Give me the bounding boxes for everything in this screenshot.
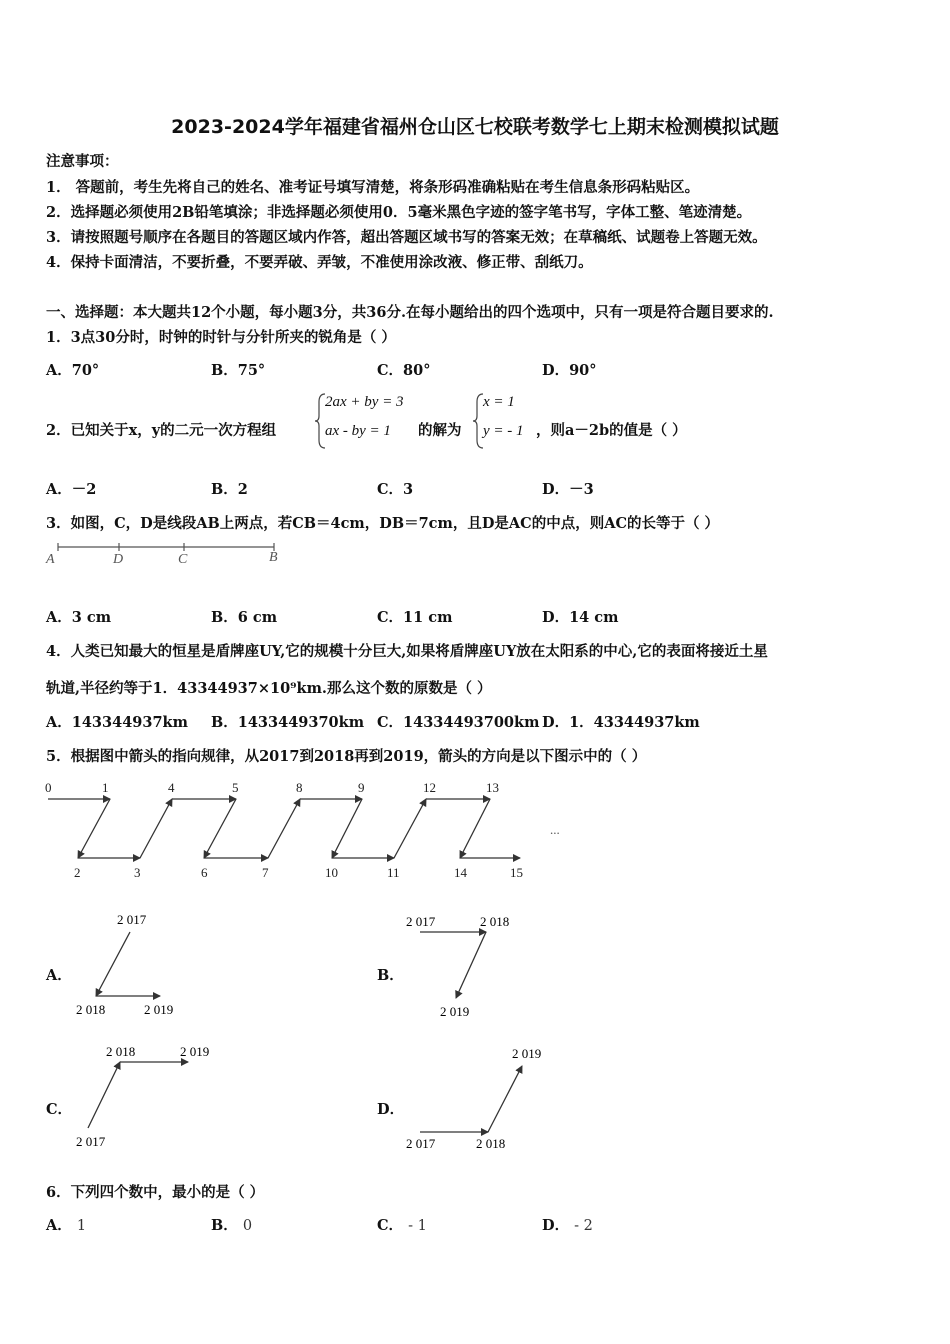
q5a-label-2018: 2 018 xyxy=(76,1002,106,1017)
q5c-label-2018: 2 018 xyxy=(106,1044,136,1059)
q5-top-number: 8 xyxy=(296,780,303,795)
q5-option-a-figure[interactable] xyxy=(70,908,200,1023)
q3-option-d[interactable]: D．14 cm xyxy=(542,609,619,626)
q6-stem: 6．下列四个数中，最小的是（ ） xyxy=(46,1184,265,1201)
q6-option-c-value: - 1 xyxy=(408,1218,427,1234)
q6-option-b-value: 0 xyxy=(242,1218,253,1234)
q2-equation-2: ax - by = 1 xyxy=(325,423,391,439)
q2-stem-b: 的解为 xyxy=(418,422,462,439)
q5-option-d[interactable]: D． xyxy=(377,1101,405,1118)
q4-option-c[interactable]: C．14334493700km xyxy=(377,714,540,731)
q2-stem-a: 2．已知关于x，y的二元一次方程组 xyxy=(46,422,277,439)
q6-option-c[interactable] xyxy=(377,1214,427,1235)
q2-stem-c: ，则a－2b的值是（ ） xyxy=(536,422,687,439)
q5-top-number: 5 xyxy=(232,780,239,795)
q6-option-d-value: - 2 xyxy=(574,1218,593,1234)
q2-solution-y: y = - 1 xyxy=(483,423,524,439)
q5b-label-2019: 2 019 xyxy=(440,1004,470,1019)
q1-option-a[interactable]: A．70° xyxy=(46,362,100,379)
q5-arrow-pattern-figure xyxy=(40,778,580,888)
q5-top-number: 1 xyxy=(102,780,109,795)
q3-stem: 3．如图，C，D是线段AB上两点，若CB＝4cm，DB＝7cm，且D是AC的中点，则AC的长等于（ ） xyxy=(46,515,720,532)
q3-label-d: D xyxy=(113,552,124,567)
q5-bottom-number: 6 xyxy=(201,865,208,880)
q5-bottom-number: 11 xyxy=(387,865,400,880)
q5-bottom-number: 2 xyxy=(74,865,81,880)
q5-bottom-number: 7 xyxy=(262,865,269,880)
page-title: 2023-2024学年福建省福州仓山区七校联考数学七上期末检测模拟试题 xyxy=(171,116,779,138)
q6-option-d[interactable] xyxy=(542,1214,593,1235)
q5d-label-2019: 2 019 xyxy=(512,1046,542,1061)
q2-option-a[interactable]: A．－2 xyxy=(46,481,97,498)
q5-option-b-figure[interactable] xyxy=(400,908,530,1023)
notes-header: 注意事项： xyxy=(46,153,119,170)
q5d-label-2018: 2 018 xyxy=(476,1136,506,1151)
q5a-label-2019: 2 019 xyxy=(144,1002,174,1017)
q3-option-a[interactable]: A．3 cm xyxy=(46,609,112,626)
note-item: 2．选择题必须使用2B铅笔填涂；非选择题必须使用0．5毫米黑色字迹的签字笔书写，字体工整、笔迹清楚。 xyxy=(46,204,752,221)
q4-option-b[interactable]: B．1433449370km xyxy=(211,714,365,731)
q5-bottom-number: 10 xyxy=(325,865,338,880)
q5-bottom-number: 3 xyxy=(134,865,141,880)
q1-stem: 1．3点30分时，时钟的时针与分针所夹的锐角是（ ） xyxy=(46,329,396,346)
q5-option-b[interactable]: B． xyxy=(377,967,404,984)
q6-option-b-letter: B． xyxy=(211,1217,238,1234)
q5-top-number: 12 xyxy=(423,780,436,795)
note-item: 1． 答题前，考生先将自己的姓名、准考证号填写清楚，将条形码准确粘贴在考生信息条形码粘贴区。 xyxy=(46,179,700,196)
q5-option-a[interactable]: A． xyxy=(46,967,72,984)
q2-solution-x: x = 1 xyxy=(483,394,515,410)
q3-segment-figure xyxy=(40,538,290,568)
q6-option-c-letter: C． xyxy=(377,1217,404,1234)
q5a-label-2017: 2 017 xyxy=(117,912,147,927)
q5-bottom-number: 15 xyxy=(510,865,523,880)
section-heading: 一、选择题：本大题共12个小题，每小题3分，共36分.在每小题给出的四个选项中，只有一项是符合题目要求的. xyxy=(46,304,774,321)
q5d-label-2017: 2 017 xyxy=(406,1136,436,1151)
q5-top-number: 0 xyxy=(45,780,52,795)
q4-option-d[interactable]: D．1．43344937km xyxy=(542,714,700,731)
q5-option-c[interactable]: C． xyxy=(46,1101,73,1118)
q5-top-number: 4 xyxy=(168,780,175,795)
q5-option-d-figure[interactable] xyxy=(400,1040,560,1155)
q2-option-d[interactable]: D．－3 xyxy=(542,481,594,498)
q1-option-b[interactable]: B．75° xyxy=(211,362,266,379)
q3-label-a: A xyxy=(46,552,55,567)
q6-option-a-letter: A． xyxy=(46,1217,72,1234)
q6-option-b[interactable] xyxy=(211,1214,252,1235)
q4-stem-line2: 轨道,半径约等于1．43344937×10⁹km.那么这个数的原数是（ ） xyxy=(46,680,492,697)
q5-option-c-figure[interactable] xyxy=(70,1040,230,1155)
q5-top-number: 9 xyxy=(358,780,365,795)
note-item: 4．保持卡面清洁，不要折叠，不要弄破、弄皱，不准使用涂改液、修正带、刮纸刀。 xyxy=(46,254,593,271)
note-item: 3．请按照题号顺序在各题目的答题区域内作答，超出答题区域书写的答案无效；在草稿纸、试题卷上答题无效。 xyxy=(46,229,767,246)
q3-option-b[interactable]: B．6 cm xyxy=(211,609,278,626)
q2-option-b[interactable]: B．2 xyxy=(211,481,248,498)
q1-option-d[interactable]: D．90° xyxy=(542,362,597,379)
q6-option-d-letter: D． xyxy=(542,1217,570,1234)
q2-equation-1: 2ax + by = 3 xyxy=(325,394,404,410)
q5-stem: 5．根据图中箭头的指向规律，从2017到2018再到2019，箭头的方向是以下图示中的（ ） xyxy=(46,748,647,765)
q5b-label-2018: 2 018 xyxy=(480,914,510,929)
q5-ellipsis: ... xyxy=(550,822,560,837)
q3-option-c[interactable]: C．11 cm xyxy=(377,609,453,626)
q3-label-c: C xyxy=(178,552,188,567)
q4-stem-line1: 4．人类已知最大的恒星是盾牌座UY,它的规模十分巨大,如果将盾牌座UY放在太阳系的中心,它的表面将接近土星 xyxy=(46,643,768,660)
q4-option-a[interactable]: A．143344937km xyxy=(46,714,188,731)
q6-option-a[interactable] xyxy=(46,1214,86,1235)
q1-option-c[interactable]: C．80° xyxy=(377,362,431,379)
q5c-label-2017: 2 017 xyxy=(76,1134,106,1149)
q5b-label-2017: 2 017 xyxy=(406,914,436,929)
q6-option-a-value: 1 xyxy=(76,1218,87,1234)
q3-label-b: B xyxy=(269,550,278,565)
q2-option-c[interactable]: C．3 xyxy=(377,481,414,498)
q5-top-number: 13 xyxy=(486,780,499,795)
q5c-label-2019: 2 019 xyxy=(180,1044,210,1059)
q5-bottom-number: 14 xyxy=(454,865,467,880)
